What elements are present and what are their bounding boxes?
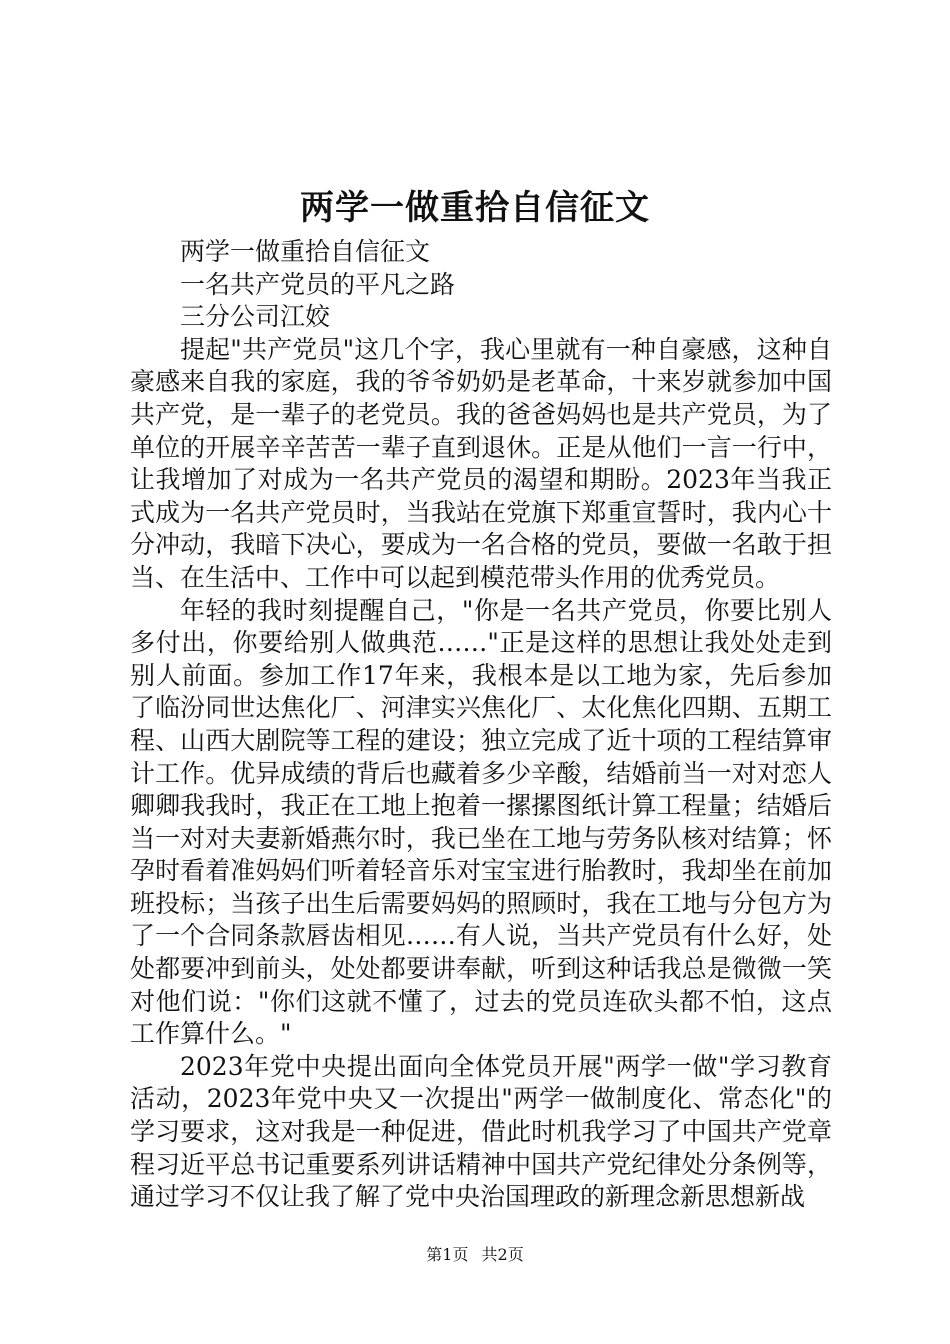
page-number: 第1页: [426, 1245, 469, 1264]
document-title: 两学一做重拾自信征文: [300, 188, 650, 228]
document-body: [130, 236, 832, 1214]
page-footer: [0, 1245, 950, 1265]
paragraph-2: 年轻的我时刻提醒自己，"你是一名共产党员，你要比别人多付出，你要给别人做典范……"正是这样的思想让我处处走到别人前面。参加工作17年来，我根本是以工地为家，先后参加了临汾同世达焦化厂、河津实兴焦化厂、太化焦化四期、五期工程、山西大剧院等工程的建设；独立完成了近十项的工程结算审计工作。优异成绩的背后也藏着多少辛酸，结婚前当一对对恋人卿卿我我时，我正在工地上抱着一摞摞图纸计算工程量；结婚后当一对对夫妻新婚燕尔时，我已坐在工地与劳务队核对结算；怀孕时看着准妈妈们听着轻音乐对宝宝进行胎教时，我却坐在前加班投标；当孩子出生后需要妈妈的照顾时，我在工地与分包方为了一个合同条款唇齿相见……有人说，当共产党员有什么好，处处都要冲到前头，处处都要讲奉献，听到这种话我总是微微一笑对他们说："你们这就不懂了，过去的党员连砍头都不怕，这点工作算什么。": [130, 595, 832, 1049]
paragraph-1: 提起"共产党员"这几个字，我心里就有一种自豪感，这种自豪感来自我的家庭，我的爷爷奶奶是老革命，十来岁就参加中国共产党，是一辈子的老党员。我的爸爸妈妈也是共产党员，为了单位的开展辛辛苦苦一辈子直到退休。正是从他们一言一行中，让我增加了对成为一名共产党员的渴望和期盼。2023年当我正式成为一名共产党员时，当我站在党旗下郑重宣誓时，我内心十分冲动，我暗下决心，要成为一名合格的党员，要做一名敢于担当、在生活中、工作中可以起到模范带头作用的优秀党员。: [130, 334, 832, 592]
page-total: 共2页: [481, 1245, 524, 1264]
paragraph-subtitle: 两学一做重拾自信征文: [180, 237, 431, 266]
paragraph-heading: 一名共产党员的平凡之路: [180, 269, 456, 299]
paragraph-3: 2023年党中央提出面向全体党员开展"两学一做"学习教育活动，2023年党中央又一次提出"两学一做制度化、常态化"的学习要求，这对我是一种促进，借此时机我学习了中国共产党章程习近平总书记重要系列讲话精神中国共产党纪律处分条例等，通过学习不仅让我了解了党中央治国理政的新理念新思想新战: [130, 1051, 832, 1212]
paragraph-author: 三分公司江姣: [180, 302, 331, 332]
